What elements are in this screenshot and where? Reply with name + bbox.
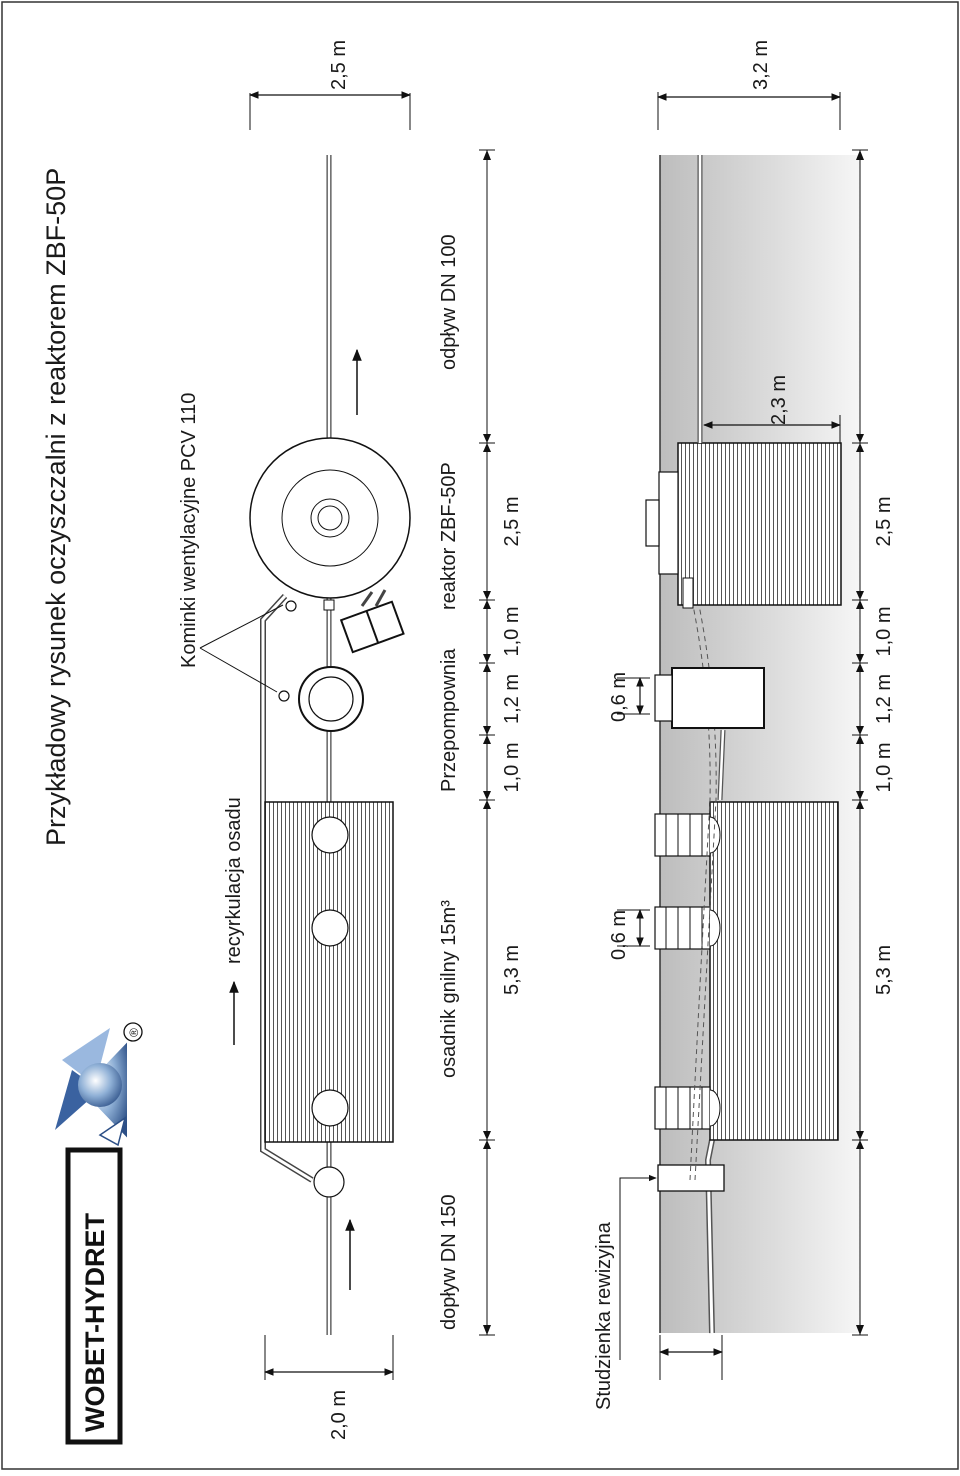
septic-tank-manhole-3 <box>312 1090 348 1126</box>
plan-length-label-4: 2,5 m <box>501 496 523 547</box>
dim-riser-1 <box>608 672 650 722</box>
reactor-width-label: 2,5 m <box>328 39 350 90</box>
dim-septic-width <box>265 1335 393 1440</box>
logo-brand-text: WOBET-HYDRET <box>80 1213 110 1432</box>
section-length-label-1: 1,0 m <box>873 742 895 793</box>
ground-soil <box>660 155 860 1333</box>
septic-riser-3 <box>655 1087 720 1129</box>
blower-box <box>341 602 403 652</box>
inspection-well-plan <box>314 1167 344 1197</box>
riser-dim-label-2: 0,6 m <box>608 909 630 960</box>
plan-length-labels <box>501 496 523 995</box>
septic-tank-manhole-1 <box>312 817 348 853</box>
septic-riser-2 <box>655 907 720 949</box>
plan-arrowhead-a-2 <box>483 726 491 735</box>
logo-emblem <box>55 1028 128 1145</box>
septic-riser-1 <box>655 814 720 856</box>
pump-station-section <box>672 668 764 728</box>
plan-arrowhead-b-4 <box>483 600 491 609</box>
septic-tank-manhole-2 <box>312 910 348 946</box>
vent-stack-pump <box>279 691 289 701</box>
plan-arrowhead-a-1 <box>483 791 491 800</box>
septic-tank-section <box>710 802 838 1140</box>
reactor-dome <box>659 472 678 574</box>
dim-inspection-well <box>660 1335 722 1380</box>
vent-stack-reactor <box>286 601 296 611</box>
pump-station-label: Przepompownia <box>438 648 460 792</box>
vent-leader-1 <box>200 605 283 648</box>
plan-arrowhead-b-3 <box>483 663 491 672</box>
plan-arrowhead-a-0 <box>483 1131 491 1140</box>
riser-dim-label-1: 0,6 m <box>608 671 630 722</box>
reactor-section <box>678 443 841 605</box>
plan-arrowhead-b-5 <box>483 443 491 452</box>
inflow-label: dopływ DN 150 <box>438 1194 460 1330</box>
plan-length-label-2: 1,2 m <box>501 673 523 725</box>
plan-arrowhead-b-2 <box>483 735 491 744</box>
section-length-label-4: 2,5 m <box>873 496 895 547</box>
dim-reactor-width <box>250 40 410 130</box>
drawing-title: Przykładowy rysunek oczyszczalni z reaktorem ZBF-50P <box>41 167 71 846</box>
section-length-labels <box>873 496 895 995</box>
plan-length-label-3: 1,0 m <box>501 606 523 657</box>
outflow-label: odpływ DN 100 <box>438 234 460 370</box>
plan-arrowhead-a-5 <box>483 434 491 443</box>
section-length-label-2: 1,2 m <box>873 673 895 725</box>
plan-arrowhead-b-0 <box>483 1140 491 1149</box>
plan-arrowhead-b-1 <box>483 800 491 809</box>
registered-mark: ® <box>127 1028 141 1037</box>
plan-length-label-1: 1,0 m <box>501 742 523 793</box>
reactor-height-label: 2,3 m <box>768 374 790 425</box>
plan-arrowhead-a-4 <box>483 591 491 600</box>
reactor-label: reaktor ZBF-50P <box>438 462 460 610</box>
plan-view <box>178 40 523 1440</box>
septic-width-label: 2,0 m <box>328 1389 350 1440</box>
wobet-hydret-logo <box>55 1023 142 1442</box>
plan-arrowhead-a-3 <box>483 654 491 663</box>
vent-label: Kominki wentylacyjne PCV 110 <box>178 392 200 668</box>
dim-riser-2 <box>608 910 650 960</box>
dim-total-depth <box>658 40 840 130</box>
total-depth-label: 3,2 m <box>750 39 772 90</box>
septic-tank-label: osadnik gnilny 15m³ <box>438 900 460 1078</box>
inspection-well-leader <box>620 1178 656 1360</box>
recirculation-label: recyrkulacja osadu <box>223 797 245 964</box>
reactor-plan <box>250 438 410 598</box>
section-length-label-0: 5,3 m <box>873 944 895 996</box>
pump-station-cover <box>655 675 672 721</box>
section-view <box>593 40 895 1410</box>
plan-length-label-0: 5,3 m <box>501 944 523 996</box>
section-length-label-3: 1,0 m <box>873 606 895 657</box>
inspection-well-label: Studzienka rewizyjna <box>593 1222 615 1410</box>
